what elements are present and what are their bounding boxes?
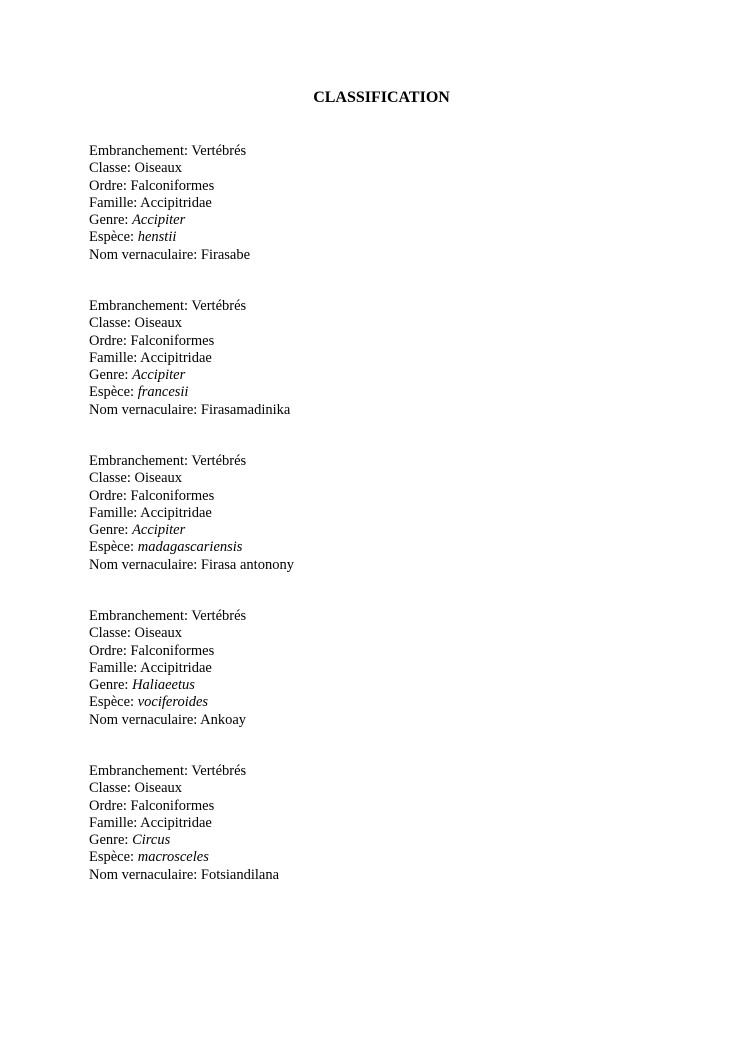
famille-line <box>89 505 294 522</box>
espece-value: vociferoides <box>137 694 209 711</box>
genre-line <box>89 832 294 849</box>
nom-line <box>89 867 294 884</box>
embranchement-line <box>89 298 294 315</box>
espece-label: Espèce: <box>89 849 138 866</box>
genre-label: Genre: <box>89 212 133 229</box>
ordre-line <box>89 333 294 350</box>
ordre-line <box>89 643 294 660</box>
classification-entry <box>89 453 294 608</box>
genre-value: Haliaeetus <box>132 677 195 694</box>
genre-label: Genre: <box>89 522 133 539</box>
embranchement-value: Vertébrés <box>191 298 247 314</box>
ordre-label: Ordre: <box>89 332 131 349</box>
ordre-value: Falconiformes <box>130 487 215 504</box>
ordre-value: Falconiformes <box>130 177 215 194</box>
genre-value: Circus <box>132 832 171 849</box>
genre-value: Accipiter <box>132 212 186 229</box>
ordre-label: Ordre: <box>89 177 131 194</box>
famille-value: Accipitridae <box>140 504 212 521</box>
genre-line <box>89 522 294 539</box>
espece-value: madagascariensis <box>137 539 243 556</box>
embranchement-line <box>89 143 294 160</box>
classification-list <box>89 143 294 918</box>
nom-label: Nom vernaculaire: <box>89 246 201 263</box>
espece-label: Espèce: <box>89 694 138 711</box>
embranchement-value: Vertébrés <box>191 143 247 159</box>
embranchement-line <box>89 608 294 625</box>
espece-line <box>89 694 294 711</box>
ordre-line <box>89 178 294 195</box>
nom-label: Nom vernaculaire: <box>89 866 201 883</box>
page-title: CLASSIFICATION <box>313 89 450 106</box>
nom-label: Nom vernaculaire: <box>89 556 201 573</box>
ordre-value: Falconiformes <box>130 797 215 814</box>
famille-label: Famille: <box>89 659 141 676</box>
embranchement-value: Vertébrés <box>191 608 247 624</box>
classe-label: Classe: <box>89 470 135 487</box>
classification-entry <box>89 763 294 918</box>
classe-label: Classe: <box>89 315 135 332</box>
nom-value: Firasa antonony <box>200 556 294 573</box>
embranchement-line <box>89 453 294 470</box>
genre-line <box>89 212 294 229</box>
ordre-label: Ordre: <box>89 797 131 814</box>
espece-label: Espèce: <box>89 539 138 556</box>
famille-label: Famille: <box>89 504 141 521</box>
espece-line <box>89 229 294 246</box>
famille-line <box>89 195 294 212</box>
classe-line <box>89 470 294 487</box>
genre-value: Accipiter <box>132 522 186 539</box>
famille-line <box>89 660 294 677</box>
nom-value: Ankoay <box>200 711 247 728</box>
espece-value: henstii <box>137 229 177 246</box>
ordre-value: Falconiformes <box>130 642 215 659</box>
famille-label: Famille: <box>89 349 141 366</box>
classe-value: Oiseaux <box>134 780 183 797</box>
classe-label: Classe: <box>89 625 135 642</box>
classe-value: Oiseaux <box>134 625 183 642</box>
espece-line <box>89 539 294 556</box>
ordre-label: Ordre: <box>89 642 131 659</box>
classe-label: Classe: <box>89 160 135 177</box>
famille-label: Famille: <box>89 194 141 211</box>
nom-label: Nom vernaculaire: <box>89 401 201 418</box>
espece-value: francesii <box>137 384 189 401</box>
famille-value: Accipitridae <box>140 194 212 211</box>
genre-label: Genre: <box>89 832 133 849</box>
espece-line <box>89 384 294 401</box>
espece-label: Espèce: <box>89 229 138 246</box>
classe-label: Classe: <box>89 780 135 797</box>
classe-line <box>89 625 294 642</box>
nom-line <box>89 247 294 264</box>
embranchement-label: Embranchement: <box>89 608 192 624</box>
embranchement-line <box>89 763 294 780</box>
nom-line <box>89 712 294 729</box>
embranchement-label: Embranchement: <box>89 298 192 314</box>
genre-label: Genre: <box>89 677 133 694</box>
ordre-line <box>89 488 294 505</box>
nom-label: Nom vernaculaire: <box>89 711 201 728</box>
genre-label: Genre: <box>89 367 133 384</box>
classe-value: Oiseaux <box>134 470 183 487</box>
nom-line <box>89 402 294 419</box>
classe-line <box>89 160 294 177</box>
classe-line <box>89 315 294 332</box>
espece-value: macrosceles <box>137 849 209 866</box>
embranchement-value: Vertébrés <box>191 453 247 469</box>
classe-value: Oiseaux <box>134 160 183 177</box>
famille-value: Accipitridae <box>140 349 212 366</box>
nom-value: Firasamadinika <box>200 401 291 418</box>
embranchement-label: Embranchement: <box>89 453 192 469</box>
embranchement-label: Embranchement: <box>89 763 192 779</box>
nom-line <box>89 557 294 574</box>
classification-entry <box>89 143 294 298</box>
embranchement-label: Embranchement: <box>89 143 192 159</box>
espece-label: Espèce: <box>89 384 138 401</box>
famille-value: Accipitridae <box>140 814 212 831</box>
famille-line <box>89 815 294 832</box>
nom-value: Fotsiandilana <box>200 866 280 883</box>
ordre-line <box>89 798 294 815</box>
espece-line <box>89 849 294 866</box>
nom-value: Firasabe <box>200 246 251 263</box>
famille-label: Famille: <box>89 814 141 831</box>
ordre-value: Falconiformes <box>130 332 215 349</box>
genre-line <box>89 367 294 384</box>
famille-line <box>89 350 294 367</box>
genre-line <box>89 677 294 694</box>
ordre-label: Ordre: <box>89 487 131 504</box>
genre-value: Accipiter <box>132 367 186 384</box>
embranchement-value: Vertébrés <box>191 763 247 779</box>
classe-line <box>89 780 294 797</box>
famille-value: Accipitridae <box>140 659 212 676</box>
classification-entry <box>89 298 294 453</box>
classe-value: Oiseaux <box>134 315 183 332</box>
classification-entry <box>89 608 294 763</box>
